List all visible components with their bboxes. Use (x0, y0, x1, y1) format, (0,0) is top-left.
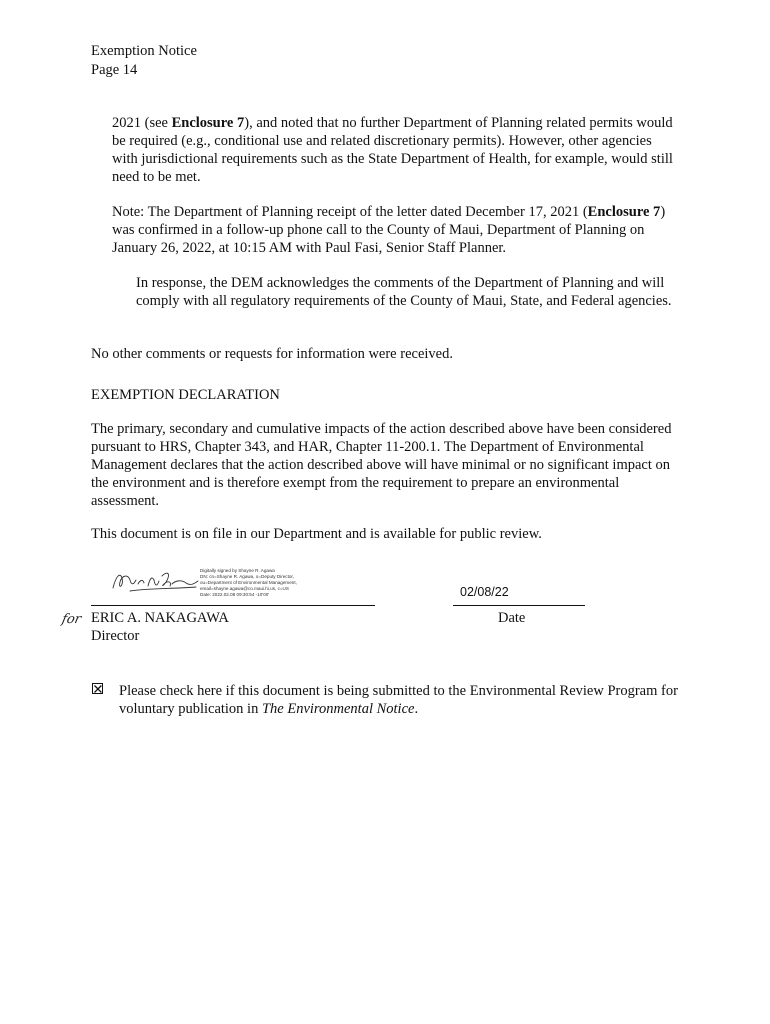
digital-signature-details: Digitally signed by Shayne R. Agawa DN: cn=Shayne R. Agawa, o=Deputy Director, ou=Department of Environmental Management, email=shayne.agawa@co.maui.hi.us, c=US Date: 2022.02.08 09:30:54 -10'00' (200, 568, 297, 597)
paragraph-public-review: This document is on file in our Department and is available for public review. (91, 526, 542, 542)
signatory-name: ERIC A. NAKAGAWA (91, 610, 229, 626)
enclosure-ref: Enclosure 7 (171, 115, 245, 131)
checkmark-x-icon (93, 684, 104, 695)
date-label: Date (498, 610, 526, 626)
signature-date-value: 02/08/22 (460, 585, 509, 599)
date-line (453, 605, 585, 606)
enclosure-ref: Enclosure 7 (587, 204, 661, 220)
paragraph-dem-response: In response, the DEM acknowledges the comments of the Department of Planning and will comply with all regulatory requirements of the County of Maui, State, and Federal agencies. (136, 275, 672, 309)
signatory-title: Director (91, 628, 140, 644)
page-header (91, 42, 197, 80)
handwritten-signature (110, 566, 200, 596)
paragraph-no-other-comments: No other comments or requests for information were received. (91, 346, 453, 362)
signature-line (91, 605, 375, 606)
paragraph-exemption-declaration: The primary, secondary and cumulative impacts of the action described above have been considered pursuant to HRS, Chapter 343, and HAR, Chapter 11-200.1. The Department of Environmental Management declares that the action described above will have minimal or no significant impact on the environment and is therefore exempt from the requirement to prepare an environmental assessment. (91, 421, 672, 509)
publication-checkbox-label: Please check here if this document is being submitted to the Environmental Review Program for voluntary publication in The Environmental Notice. (119, 683, 678, 717)
paragraph-enclosure-permits: 2021 (see Enclosure 7), and noted that no further Department of Planning related permits would be required (e.g., conditional use and related discretionary permits). However, other agencies with jurisdictional requirements such as the State Department of Health, for example, would still need to be met. (112, 115, 673, 185)
publication-name: The Environmental Notice (261, 701, 415, 717)
publication-checkbox[interactable] (92, 683, 103, 694)
header-title: Exemption Notice (91, 43, 197, 59)
paragraph-note: Note: The Department of Planning receipt of the letter dated December 17, 2021 (Enclosure 7) was confirmed in a follow-up phone call to the County of Maui, Department of Planning on January 26, 2022, at 10:15 AM with Paul Fasi, Senior Staff Planner. (112, 204, 666, 256)
section-heading: EXEMPTION DECLARATION (91, 387, 280, 403)
for-annotation: for (60, 612, 83, 627)
header-page-number: Page 14 (91, 62, 138, 78)
